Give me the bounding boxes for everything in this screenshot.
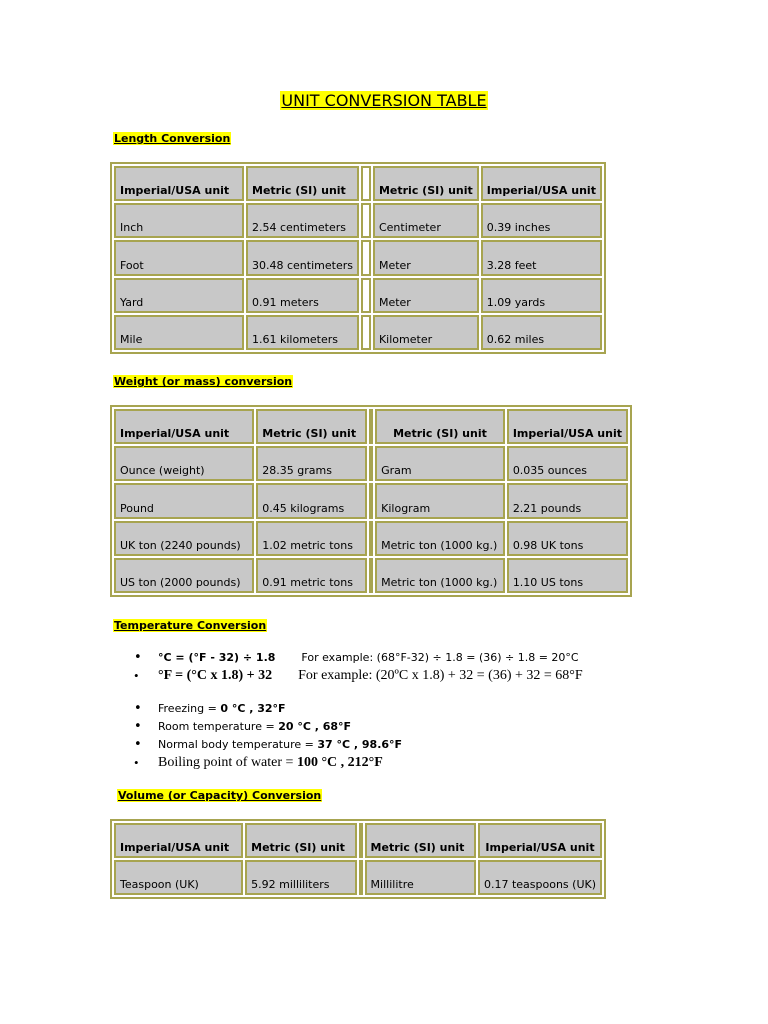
- volume-heading: Volume (or Capacity) Conversion: [118, 789, 322, 802]
- table-cell: 2.54 centimeters: [246, 203, 359, 238]
- table-header-cell: Imperial/USA unit: [507, 409, 628, 444]
- table-header-row: [114, 166, 602, 201]
- volume-table: [110, 819, 606, 899]
- formula-fahrenheit: °F = (°C x 1.8) + 32: [158, 668, 273, 683]
- table-row: [114, 558, 628, 593]
- table-cell: 0.62 miles: [481, 315, 602, 350]
- column-divider: [359, 860, 363, 895]
- list-item: [134, 667, 583, 685]
- table-header-cell: Imperial/USA unit: [478, 823, 602, 858]
- weight-heading: Weight (or mass) conversion: [114, 375, 293, 388]
- column-divider: [369, 409, 373, 444]
- table-cell: 0.45 kilograms: [256, 483, 367, 518]
- table-header-row: [114, 409, 628, 444]
- fact-value: 20 °C , 68°F: [278, 720, 352, 733]
- formula-celsius: °C = (°F - 32) ÷ 1.8: [158, 651, 276, 664]
- fact-label: Room temperature =: [158, 720, 279, 733]
- table-cell: 1.02 metric tons: [256, 521, 367, 556]
- fact-value: 37 °C , 98.6°F: [317, 738, 403, 751]
- table-cell: 0.39 inches: [481, 203, 602, 238]
- table-header-cell: Metric (SI) unit: [246, 166, 359, 201]
- column-divider: [361, 203, 371, 238]
- table-cell: Inch: [114, 203, 244, 238]
- page-title: UNIT CONVERSION TABLE: [281, 91, 487, 110]
- table-cell: Millilitre: [365, 860, 476, 895]
- table-cell: 2.21 pounds: [507, 483, 628, 518]
- list-item: [134, 700, 402, 718]
- table-cell: Kilometer: [373, 315, 479, 350]
- table-cell: Meter: [373, 278, 479, 313]
- column-divider: [369, 521, 373, 556]
- table-cell: 5.92 milliliters: [245, 860, 356, 895]
- table-row: [114, 203, 602, 238]
- table-cell: Teaspoon (UK): [114, 860, 243, 895]
- table-row: [114, 240, 602, 275]
- table-cell: Ounce (weight): [114, 446, 254, 481]
- list-item: [134, 736, 402, 754]
- table-row: [114, 521, 628, 556]
- table-header-row: [114, 823, 602, 858]
- length-table: [110, 162, 606, 354]
- column-divider: [361, 315, 371, 350]
- fact-label: Freezing =: [158, 702, 221, 715]
- column-divider: [361, 240, 371, 275]
- temperature-heading: Temperature Conversion: [114, 619, 267, 632]
- table-header-cell: Metric (SI) unit: [245, 823, 356, 858]
- fact-value: 100 °C , 212°F: [296, 755, 383, 770]
- table-cell: 30.48 centimeters: [246, 240, 359, 275]
- column-divider: [359, 823, 363, 858]
- table-row: [114, 860, 602, 895]
- table-header-cell: Metric (SI) unit: [256, 409, 367, 444]
- table-cell: Metric ton (1000 kg.): [375, 558, 505, 593]
- fact-label: Boiling point of water =: [158, 755, 297, 770]
- table-row: [114, 315, 602, 350]
- list-item: [134, 718, 402, 736]
- table-header-cell: Metric (SI) unit: [373, 166, 479, 201]
- table-header-cell: Imperial/USA unit: [114, 166, 244, 201]
- column-divider: [361, 166, 371, 201]
- example-celsius: For example: (68°F-32) ÷ 1.8 = (36) ÷ 1.8 = 20°C: [301, 651, 579, 664]
- table-row: [114, 446, 628, 481]
- table-cell: Kilogram: [375, 483, 505, 518]
- table-cell: Meter: [373, 240, 479, 275]
- table-cell: Pound: [114, 483, 254, 518]
- column-divider: [369, 446, 373, 481]
- table-cell: 1.09 yards: [481, 278, 602, 313]
- table-cell: 3.28 feet: [481, 240, 602, 275]
- table-header-cell: Imperial/USA unit: [114, 823, 243, 858]
- list-item: [134, 754, 402, 772]
- column-divider: [361, 278, 371, 313]
- fact-label: Normal body temperature =: [158, 738, 318, 751]
- list-item: [134, 649, 583, 667]
- table-cell: US ton (2000 pounds): [114, 558, 254, 593]
- table-cell: 0.035 ounces: [507, 446, 628, 481]
- fact-value: 0 °C , 32°F: [220, 702, 286, 715]
- table-row: [114, 483, 628, 518]
- table-cell: Gram: [375, 446, 505, 481]
- table-header-cell: Metric (SI) unit: [365, 823, 476, 858]
- table-cell: 0.91 metric tons: [256, 558, 367, 593]
- table-cell: Mile: [114, 315, 244, 350]
- temperature-facts-list: [134, 700, 402, 772]
- table-cell: 28.35 grams: [256, 446, 367, 481]
- table-cell: 0.91 meters: [246, 278, 359, 313]
- temperature-formula-list: [134, 649, 583, 685]
- table-cell: Centimeter: [373, 203, 479, 238]
- table-header-cell: Imperial/USA unit: [114, 409, 254, 444]
- table-row: [114, 278, 602, 313]
- table-cell: 1.10 US tons: [507, 558, 628, 593]
- length-heading: Length Conversion: [114, 132, 231, 145]
- table-cell: 0.98 UK tons: [507, 521, 628, 556]
- page-title-wrap: [0, 91, 768, 110]
- column-divider: [369, 558, 373, 593]
- column-divider: [369, 483, 373, 518]
- weight-table: [110, 405, 632, 597]
- table-cell: UK ton (2240 pounds): [114, 521, 254, 556]
- table-cell: Foot: [114, 240, 244, 275]
- table-cell: 0.17 teaspoons (UK): [478, 860, 602, 895]
- table-cell: Metric ton (1000 kg.): [375, 521, 505, 556]
- example-fahrenheit: For example: (20ºC x 1.8) + 32 = (36) + 32 = 68°F: [298, 668, 583, 683]
- table-cell: 1.61 kilometers: [246, 315, 359, 350]
- table-cell: Yard: [114, 278, 244, 313]
- table-header-cell: Imperial/USA unit: [481, 166, 602, 201]
- table-header-cell: Metric (SI) unit: [375, 409, 505, 444]
